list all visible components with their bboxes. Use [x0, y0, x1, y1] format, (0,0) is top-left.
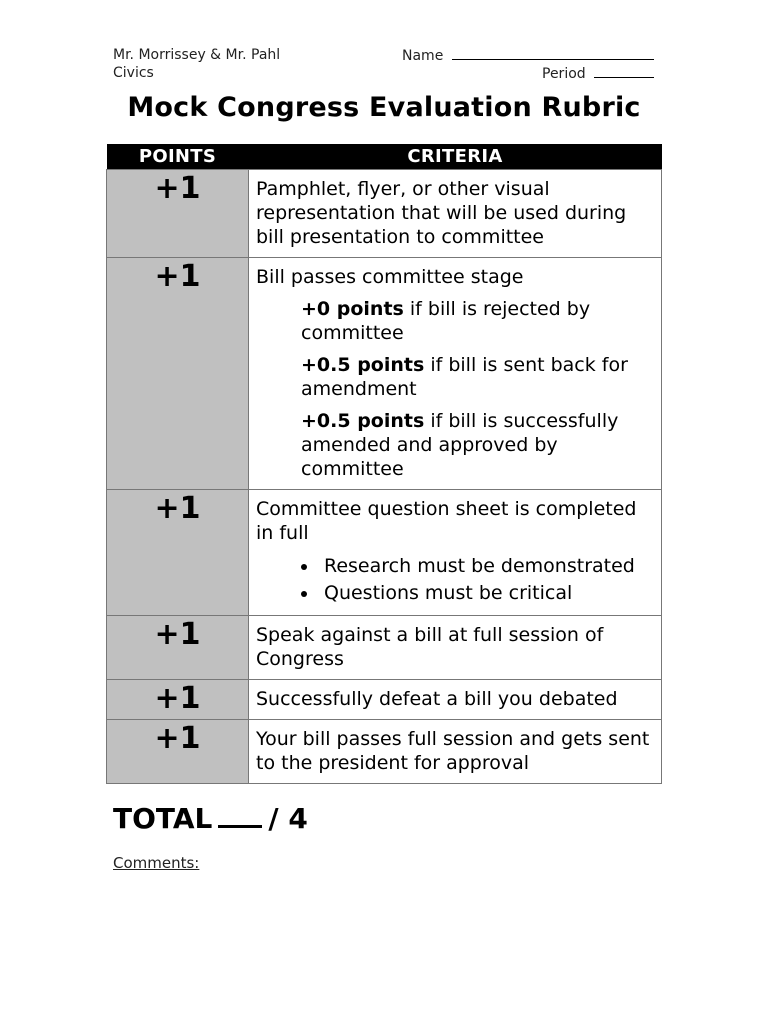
criteria-text: Bill passes committee stage [256, 266, 524, 288]
criteria-text: Successfully defeat a bill you debated [256, 688, 618, 710]
points-cell: +1 [107, 680, 249, 720]
criteria-cell [249, 720, 662, 784]
points-cell: +1 [107, 490, 249, 616]
table-row [107, 616, 662, 680]
criteria-cell [249, 258, 662, 490]
points-cell: +1 [107, 258, 249, 490]
criteria-cell [249, 680, 662, 720]
table-row [107, 680, 662, 720]
sub-criterion-sent-back: +0.5 points if bill is sent back for amendment [301, 354, 628, 400]
points-cell: +1 [107, 616, 249, 680]
period-label: Period [542, 66, 586, 82]
name-blank-line [452, 47, 654, 60]
criteria-cell [249, 490, 662, 616]
criteria-cell [249, 170, 662, 258]
teacher-names: Mr. Morrissey & Mr. Pahl [113, 47, 281, 63]
criteria-text: Your bill passes full session and gets sent to the president for approval [256, 728, 650, 774]
requirements-list [300, 553, 653, 607]
table-header-row [107, 144, 662, 170]
name-label: Name [402, 48, 444, 64]
criteria-text: Speak against a bill at full session of Congress [256, 624, 604, 670]
points-column-header: POINTS [107, 144, 249, 170]
total-score [113, 802, 308, 835]
criteria-text: Pamphlet, flyer, or other visual representation that will be used during bill presentation to committee [256, 178, 627, 248]
period-field [542, 65, 654, 83]
table-row [107, 720, 662, 784]
sub-criterion-rejected: +0 points if bill is rejected by committee [301, 298, 591, 344]
comments-label: Comments: [113, 854, 200, 872]
total-blank-line [218, 803, 262, 828]
period-blank-line [594, 65, 654, 78]
table-row [107, 490, 662, 616]
total-label: TOTAL [113, 802, 213, 835]
table-row [107, 170, 662, 258]
points-cell: +1 [107, 720, 249, 784]
table-row [107, 258, 662, 490]
list-item: Research must be demonstrated [300, 553, 653, 580]
criteria-text: Committee question sheet is completed in full [256, 498, 637, 544]
points-cell: +1 [107, 170, 249, 258]
list-item: Questions must be critical [300, 580, 653, 607]
rubric-table [106, 144, 662, 784]
criteria-column-header: CRITERIA [249, 144, 662, 170]
criteria-cell [249, 616, 662, 680]
sub-criterion-amended: +0.5 points if bill is successfully amended and approved by committee [301, 410, 619, 480]
course-name: Civics [113, 65, 154, 81]
name-field [402, 47, 654, 65]
page-title: Mock Congress Evaluation Rubric [127, 92, 641, 123]
total-denominator: / 4 [268, 802, 308, 835]
